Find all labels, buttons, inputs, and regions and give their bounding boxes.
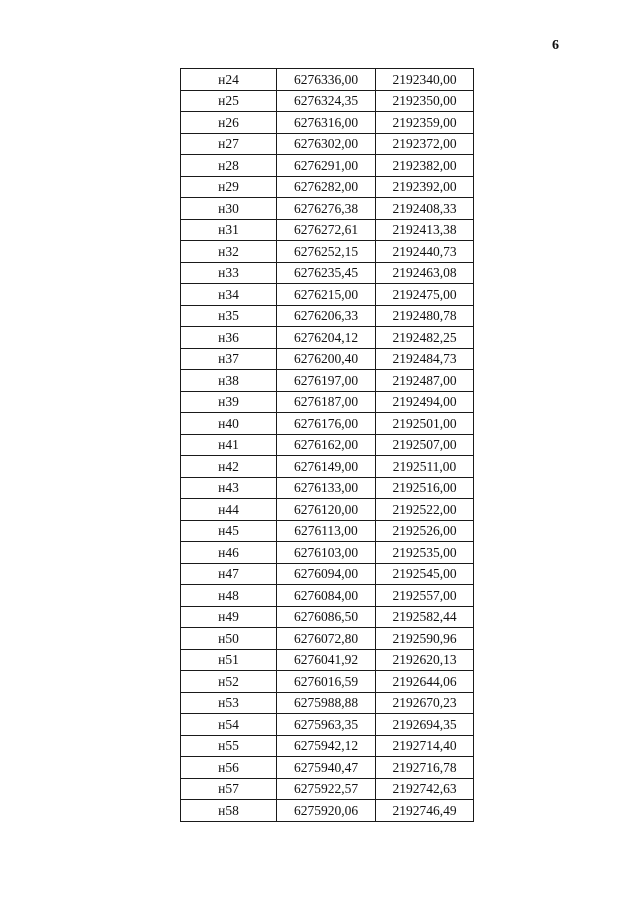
y-coordinate-cell: 2192522,00 xyxy=(376,499,474,521)
table-row xyxy=(181,671,474,693)
table-row xyxy=(181,241,474,263)
x-coordinate-cell: 6276316,00 xyxy=(277,112,376,134)
table-row xyxy=(181,305,474,327)
table-row xyxy=(181,434,474,456)
point-name-cell: н33 xyxy=(181,262,277,284)
y-coordinate-cell: 2192535,00 xyxy=(376,542,474,564)
y-coordinate-cell: 2192507,00 xyxy=(376,434,474,456)
y-coordinate-cell: 2192475,00 xyxy=(376,284,474,306)
point-name-cell: н44 xyxy=(181,499,277,521)
x-coordinate-cell: 6276176,00 xyxy=(277,413,376,435)
x-coordinate-cell: 6276120,00 xyxy=(277,499,376,521)
table-row xyxy=(181,692,474,714)
x-coordinate-cell: 6275963,35 xyxy=(277,714,376,736)
table-row xyxy=(181,542,474,564)
y-coordinate-cell: 2192511,00 xyxy=(376,456,474,478)
table-row xyxy=(181,628,474,650)
table-row xyxy=(181,456,474,478)
y-coordinate-cell: 2192413,38 xyxy=(376,219,474,241)
y-coordinate-cell: 2192487,00 xyxy=(376,370,474,392)
y-coordinate-cell: 2192463,08 xyxy=(376,262,474,284)
x-coordinate-cell: 6276187,00 xyxy=(277,391,376,413)
point-name-cell: н57 xyxy=(181,778,277,800)
table-row xyxy=(181,606,474,628)
x-coordinate-cell: 6276282,00 xyxy=(277,176,376,198)
y-coordinate-cell: 2192440,73 xyxy=(376,241,474,263)
point-name-cell: н49 xyxy=(181,606,277,628)
point-name-cell: н28 xyxy=(181,155,277,177)
table-row xyxy=(181,284,474,306)
point-name-cell: н40 xyxy=(181,413,277,435)
y-coordinate-cell: 2192392,00 xyxy=(376,176,474,198)
x-coordinate-cell: 6276200,40 xyxy=(277,348,376,370)
table-row xyxy=(181,413,474,435)
point-name-cell: н41 xyxy=(181,434,277,456)
y-coordinate-cell: 2192545,00 xyxy=(376,563,474,585)
table-row xyxy=(181,800,474,822)
y-coordinate-cell: 2192382,00 xyxy=(376,155,474,177)
table-row xyxy=(181,69,474,91)
table-row xyxy=(181,262,474,284)
y-coordinate-cell: 2192742,63 xyxy=(376,778,474,800)
table-row xyxy=(181,370,474,392)
point-name-cell: н25 xyxy=(181,90,277,112)
y-coordinate-cell: 2192746,49 xyxy=(376,800,474,822)
x-coordinate-cell: 6276291,00 xyxy=(277,155,376,177)
x-coordinate-cell: 6275922,57 xyxy=(277,778,376,800)
y-coordinate-cell: 2192714,40 xyxy=(376,735,474,757)
point-name-cell: н24 xyxy=(181,69,277,91)
x-coordinate-cell: 6276016,59 xyxy=(277,671,376,693)
y-coordinate-cell: 2192359,00 xyxy=(376,112,474,134)
point-name-cell: н37 xyxy=(181,348,277,370)
x-coordinate-cell: 6275942,12 xyxy=(277,735,376,757)
y-coordinate-cell: 2192494,00 xyxy=(376,391,474,413)
coordinates-table xyxy=(180,68,474,822)
x-coordinate-cell: 6276072,80 xyxy=(277,628,376,650)
x-coordinate-cell: 6276162,00 xyxy=(277,434,376,456)
table-row xyxy=(181,585,474,607)
point-name-cell: н54 xyxy=(181,714,277,736)
table-row xyxy=(181,155,474,177)
point-name-cell: н45 xyxy=(181,520,277,542)
point-name-cell: н36 xyxy=(181,327,277,349)
y-coordinate-cell: 2192526,00 xyxy=(376,520,474,542)
y-coordinate-cell: 2192501,00 xyxy=(376,413,474,435)
point-name-cell: н35 xyxy=(181,305,277,327)
table-row xyxy=(181,112,474,134)
y-coordinate-cell: 2192372,00 xyxy=(376,133,474,155)
x-coordinate-cell: 6276197,00 xyxy=(277,370,376,392)
table-row xyxy=(181,391,474,413)
y-coordinate-cell: 2192694,35 xyxy=(376,714,474,736)
table-row xyxy=(181,757,474,779)
x-coordinate-cell: 6276094,00 xyxy=(277,563,376,585)
table-row xyxy=(181,219,474,241)
y-coordinate-cell: 2192482,25 xyxy=(376,327,474,349)
x-coordinate-cell: 6276336,00 xyxy=(277,69,376,91)
point-name-cell: н58 xyxy=(181,800,277,822)
y-coordinate-cell: 2192484,73 xyxy=(376,348,474,370)
x-coordinate-cell: 6276215,00 xyxy=(277,284,376,306)
table-row xyxy=(181,90,474,112)
point-name-cell: н48 xyxy=(181,585,277,607)
table-row xyxy=(181,477,474,499)
x-coordinate-cell: 6276235,45 xyxy=(277,262,376,284)
x-coordinate-cell: 6276252,15 xyxy=(277,241,376,263)
point-name-cell: н55 xyxy=(181,735,277,757)
page-number: 6 xyxy=(552,38,559,53)
point-name-cell: н29 xyxy=(181,176,277,198)
table-row xyxy=(181,778,474,800)
x-coordinate-cell: 6276206,33 xyxy=(277,305,376,327)
x-coordinate-cell: 6276276,38 xyxy=(277,198,376,220)
table-row xyxy=(181,563,474,585)
table-row xyxy=(181,176,474,198)
y-coordinate-cell: 2192340,00 xyxy=(376,69,474,91)
table-row xyxy=(181,649,474,671)
point-name-cell: н43 xyxy=(181,477,277,499)
y-coordinate-cell: 2192480,78 xyxy=(376,305,474,327)
table-row xyxy=(181,735,474,757)
table-row xyxy=(181,327,474,349)
point-name-cell: н50 xyxy=(181,628,277,650)
point-name-cell: н47 xyxy=(181,563,277,585)
x-coordinate-cell: 6276324,35 xyxy=(277,90,376,112)
x-coordinate-cell: 6276149,00 xyxy=(277,456,376,478)
point-name-cell: н30 xyxy=(181,198,277,220)
point-name-cell: н39 xyxy=(181,391,277,413)
x-coordinate-cell: 6276041,92 xyxy=(277,649,376,671)
point-name-cell: н46 xyxy=(181,542,277,564)
table-row xyxy=(181,198,474,220)
y-coordinate-cell: 2192670,23 xyxy=(376,692,474,714)
y-coordinate-cell: 2192590,96 xyxy=(376,628,474,650)
point-name-cell: н32 xyxy=(181,241,277,263)
y-coordinate-cell: 2192350,00 xyxy=(376,90,474,112)
table-row xyxy=(181,520,474,542)
point-name-cell: н53 xyxy=(181,692,277,714)
y-coordinate-cell: 2192408,33 xyxy=(376,198,474,220)
x-coordinate-cell: 6276133,00 xyxy=(277,477,376,499)
x-coordinate-cell: 6276204,12 xyxy=(277,327,376,349)
y-coordinate-cell: 2192620,13 xyxy=(376,649,474,671)
x-coordinate-cell: 6276113,00 xyxy=(277,520,376,542)
y-coordinate-cell: 2192716,78 xyxy=(376,757,474,779)
point-name-cell: н27 xyxy=(181,133,277,155)
table-row xyxy=(181,133,474,155)
x-coordinate-cell: 6275940,47 xyxy=(277,757,376,779)
table-row xyxy=(181,714,474,736)
coordinates-table-body xyxy=(181,69,474,822)
y-coordinate-cell: 2192557,00 xyxy=(376,585,474,607)
point-name-cell: н42 xyxy=(181,456,277,478)
x-coordinate-cell: 6276103,00 xyxy=(277,542,376,564)
x-coordinate-cell: 6276086,50 xyxy=(277,606,376,628)
point-name-cell: н31 xyxy=(181,219,277,241)
table-row xyxy=(181,348,474,370)
point-name-cell: н26 xyxy=(181,112,277,134)
point-name-cell: н52 xyxy=(181,671,277,693)
point-name-cell: н34 xyxy=(181,284,277,306)
y-coordinate-cell: 2192582,44 xyxy=(376,606,474,628)
y-coordinate-cell: 2192516,00 xyxy=(376,477,474,499)
x-coordinate-cell: 6276084,00 xyxy=(277,585,376,607)
point-name-cell: н51 xyxy=(181,649,277,671)
point-name-cell: н38 xyxy=(181,370,277,392)
table-row xyxy=(181,499,474,521)
point-name-cell: н56 xyxy=(181,757,277,779)
x-coordinate-cell: 6275988,88 xyxy=(277,692,376,714)
x-coordinate-cell: 6276272,61 xyxy=(277,219,376,241)
y-coordinate-cell: 2192644,06 xyxy=(376,671,474,693)
x-coordinate-cell: 6276302,00 xyxy=(277,133,376,155)
x-coordinate-cell: 6275920,06 xyxy=(277,800,376,822)
